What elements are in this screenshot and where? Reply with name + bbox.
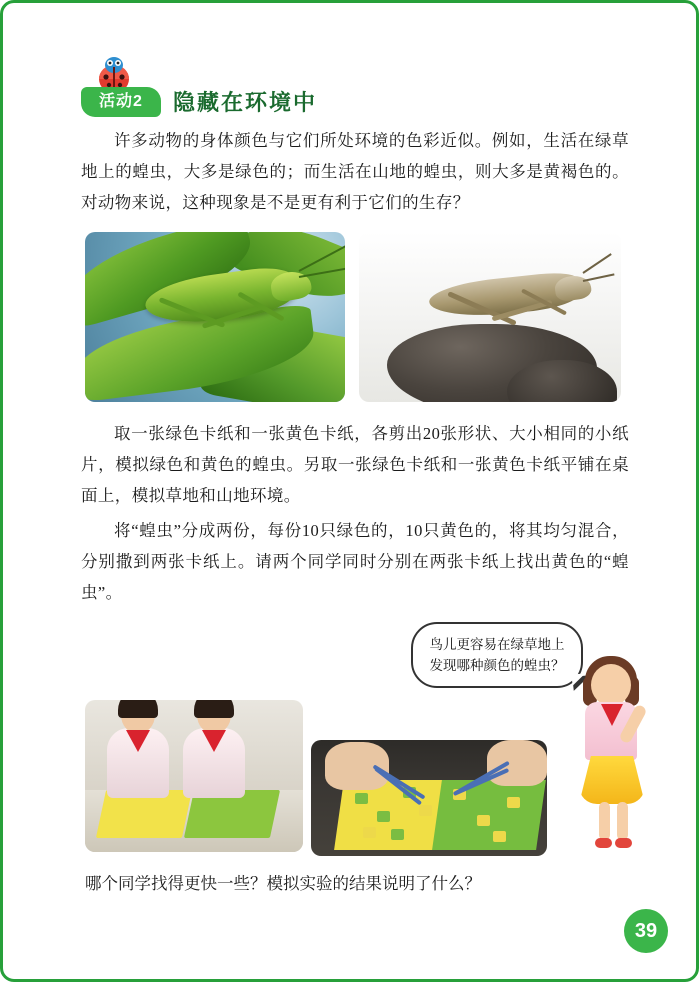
speech-bubble-text: 鸟儿更容易在绿草地上发现哪种颜色的蝗虫？	[429, 637, 565, 673]
photo-hands-tweezers	[311, 740, 547, 856]
photo-green-grasshopper	[85, 232, 345, 402]
paragraph-3: 将“蝗虫”分成两份，每份10只绿色的，10只黄色的，将其均匀混合，分别撒到两张卡纸上。请两个同学同时分别在两张卡纸上找出黄色的“蝗虫”。	[81, 521, 629, 602]
page-number: 39	[624, 909, 668, 953]
figure-row-experiment	[81, 622, 629, 893]
activity-badge: 活动2	[81, 87, 161, 117]
activity-header	[81, 51, 629, 125]
page-content	[81, 51, 629, 893]
paragraph-2: 取一张绿色卡纸和一张黄色卡纸，各剪出20张形状、大小相同的小纸片，模拟绿色和黄色的蝗虫。另取一张绿色卡纸和一张黄色卡纸平铺在桌面上，模拟草地和山地环境。	[81, 424, 629, 505]
photo-brown-grasshopper	[359, 232, 621, 402]
illustration-girl	[577, 658, 651, 854]
speech-bubble	[411, 622, 583, 688]
activity-title: 隐藏在环境中	[173, 90, 318, 115]
photo-students	[85, 700, 303, 852]
paragraph-4: 哪个同学找得更快一些？模拟实验的结果说明了什么？	[85, 874, 481, 893]
paragraph-1: 许多动物的身体颜色与它们所处环境的色彩近似。例如，生活在绿草地上的蝗虫，大多是绿色的；而生活在山地的蝗虫，则大多是黄褐色的。对动物来说，这种现象是不是更有利于它们的生存？	[81, 131, 629, 212]
figure-row-grasshoppers	[81, 232, 629, 402]
